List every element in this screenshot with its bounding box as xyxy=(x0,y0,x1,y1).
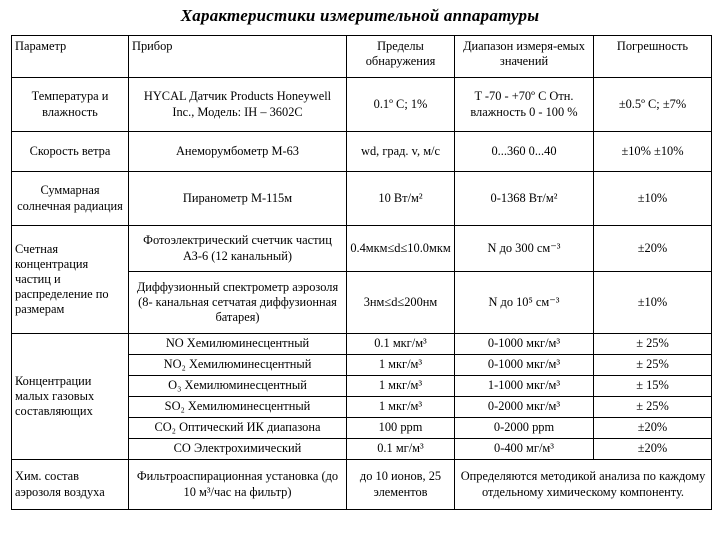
range-cell: T -70 - +70º C Отн. влажность 0 - 100 % xyxy=(455,78,594,132)
range-cell: 0-1368 Вт/м² xyxy=(455,172,594,226)
param-cell: Скорость ветра xyxy=(12,132,129,172)
table-row xyxy=(12,226,712,272)
device-cell: CO₂ Оптический ИК диапазона xyxy=(129,418,347,439)
range-cell: 0-1000 мкг/м³ xyxy=(455,334,594,355)
table-row xyxy=(12,460,712,510)
range-cell: N до 10⁵ см⁻³ xyxy=(455,272,594,334)
error-cell: ± 25% xyxy=(594,397,712,418)
device-cell: HYCAL Датчик Products Honeywell Inc., Модель: IH – 3602C xyxy=(129,78,347,132)
error-cell: ±10% ±10% xyxy=(594,132,712,172)
device-cell: Диффузионный спектрометр аэрозоля (8- канальная сетчатая диффузионная батарея) xyxy=(129,272,347,334)
param-cell: Счетная концентрация частиц и распределение по размерам xyxy=(12,226,129,334)
param-cell: Температура и влажность xyxy=(12,78,129,132)
device-cell: Фильтроаспирационная установка (до 10 м³/час на фильтр) xyxy=(129,460,347,510)
limits-cell: 1 мкг/м³ xyxy=(347,397,455,418)
error-cell: ±20% xyxy=(594,439,712,460)
param-cell: Концентрации малых газовых составляющих xyxy=(12,334,129,460)
table-row xyxy=(12,78,712,132)
header-limits: Пределы обнаружения xyxy=(347,36,455,78)
device-cell: NO₂ Хемилюминесцентный xyxy=(129,355,347,376)
header-row xyxy=(12,36,712,78)
param-cell: Хим. состав аэрозоля воздуха xyxy=(12,460,129,510)
error-cell: ±0.5º C; ±7% xyxy=(594,78,712,132)
instruments-table xyxy=(11,35,712,510)
range-cell: 0-2000 ppm xyxy=(455,418,594,439)
device-cell: Пиранометр М-115м xyxy=(129,172,347,226)
device-cell: SO₂ Хемилюминесцентный xyxy=(129,397,347,418)
table-row xyxy=(12,132,712,172)
error-cell: ± 15% xyxy=(594,376,712,397)
limits-cell: до 10 ионов, 25 элементов xyxy=(347,460,455,510)
limits-cell: 10 Вт/м² xyxy=(347,172,455,226)
device-cell: Анеморумбометр М-63 xyxy=(129,132,347,172)
error-cell: ± 25% xyxy=(594,334,712,355)
device-cell: CO Электрохимический xyxy=(129,439,347,460)
limits-cell: 0.1 мкг/м³ xyxy=(347,334,455,355)
range-cell: 0...360 0...40 xyxy=(455,132,594,172)
error-cell: ±10% xyxy=(594,272,712,334)
limits-cell: 1 мкг/м³ xyxy=(347,376,455,397)
range-cell: N до 300 см⁻³ xyxy=(455,226,594,272)
range-cell: 0-1000 мкг/м³ xyxy=(455,355,594,376)
range-cell: 1-1000 мкг/м³ xyxy=(455,376,594,397)
header-param: Параметр xyxy=(12,36,129,78)
table-row xyxy=(12,334,712,355)
range-cell: 0-2000 мкг/м³ xyxy=(455,397,594,418)
header-range: Диапазон измеря-емых значений xyxy=(455,36,594,78)
table-row xyxy=(12,172,712,226)
device-cell: Фотоэлектрический счетчик частиц АЗ-6 (12 канальный) xyxy=(129,226,347,272)
device-cell: O₃ Хемилюминесцентный xyxy=(129,376,347,397)
limits-cell: 100 ppm xyxy=(347,418,455,439)
error-cell: ±20% xyxy=(594,226,712,272)
limits-cell: 3нм≤d≤200нм xyxy=(347,272,455,334)
device-cell: NO Хемилюминесцентный xyxy=(129,334,347,355)
page-title: Характеристики измерительной аппаратуры xyxy=(180,6,540,25)
error-cell: ± 25% xyxy=(594,355,712,376)
error-cell: ±10% xyxy=(594,172,712,226)
limits-cell: 0.1º C; 1% xyxy=(347,78,455,132)
limits-cell: 1 мкг/м³ xyxy=(347,355,455,376)
limits-cell: wd, град. v, м/с xyxy=(347,132,455,172)
header-device: Прибор xyxy=(129,36,347,78)
range-cell: 0-400 мг/м³ xyxy=(455,439,594,460)
header-error: Погрешность xyxy=(594,36,712,78)
limits-cell: 0.1 мг/м³ xyxy=(347,439,455,460)
method-note-cell: Определяются методикой анализа по каждому отдельному химическому компоненту. xyxy=(455,460,712,510)
error-cell: ±20% xyxy=(594,418,712,439)
limits-cell: 0.4мкм≤d≤10.0мкм xyxy=(347,226,455,272)
param-cell: Суммарная солнечная радиация xyxy=(12,172,129,226)
